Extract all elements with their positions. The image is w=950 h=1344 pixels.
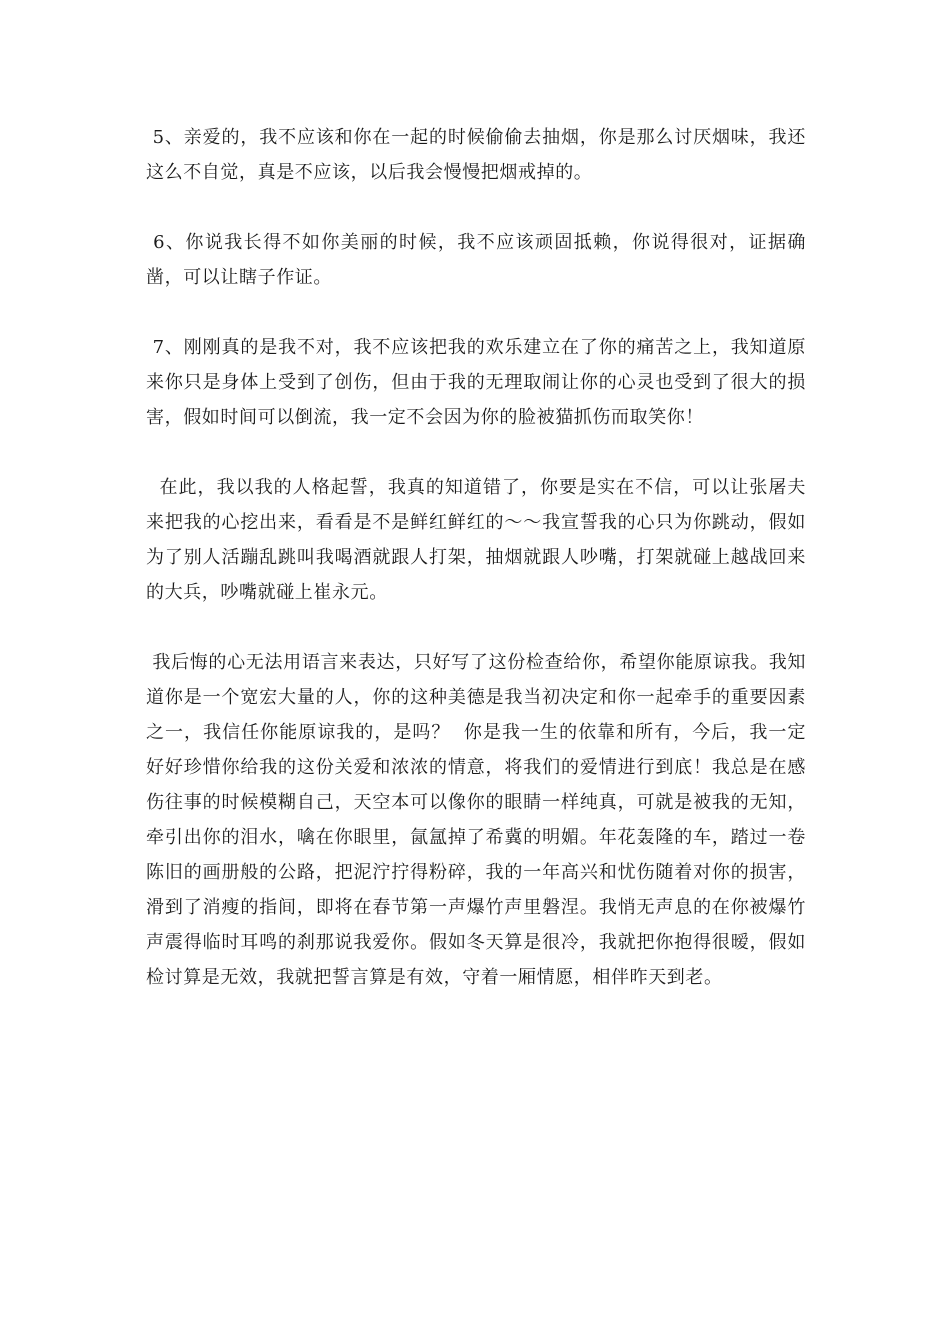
- paragraph-item-7: 7、刚刚真的是我不对，我不应该把我的欢乐建立在了你的痛苦之上，我知道原来你只是身体上受到了创伤，但由于我的无理取闹让你的心灵也受到了很大的损害，假如时间可以倒流，我一定不会因为你的脸被猫抓伤而取笑你！: [146, 337, 806, 428]
- paragraph-regret: 我后悔的心无法用语言来表达，只好写了这份检查给你，希望你能原谅我。我知道你是一个宽宏大量的人，你的这种美德是我当初决定和你一起牵手的重要因素之一，我信任你能原谅我的，是吗？ 你是我一生的依靠和所有，今后，我一定好好珍惜你给我的这份关爱和浓浓的情意，将我们的爱情进行到底！我总是在感伤往事的时候模糊自己，天空本可以像你的眼睛一样纯真，可就是被我的无知，牵引出你的泪水，噙在你眼里，氤氲掉了希冀的明媚。年花轰隆的车，踏过一卷陈旧的画册般的公路，把泥泞拧得粉碎，我的一年高兴和忧伤随着对你的损害，滑到了消瘦的指间，即将在春节第一声爆竹声里磐涅。我悄无声息的在你被爆竹声震得临时耳鸣的刹那说我爱你。假如冬天算是很冷，我就把你抱得很暧，假如检讨算是无效，我就把誓言算是有效，守着一厢情愿，相伴昨天到老。: [146, 652, 806, 988]
- document-body: [146, 120, 806, 1030]
- paragraph-item-5: 5、亲爱的，我不应该和你在一起的时候偷偷去抽烟，你是那么讨厌烟味，我还这么不自觉，真是不应该，以后我会慢慢把烟戒掉的。: [146, 127, 806, 183]
- paragraph-oath: 在此，我以我的人格起誓，我真的知道错了，你要是实在不信，可以让张屠夫来把我的心挖出来，看看是不是鲜红鲜红的～～我宣誓我的心只为你跳动，假如为了别人活蹦乱跳叫我喝酒就跟人打架，抽烟就跟人吵嘴，打架就碰上越战回来的大兵，吵嘴就碰上崔永元。: [146, 477, 806, 603]
- paragraph-item-6: 6、你说我长得不如你美丽的时候，我不应该顽固抵赖，你说得很对，证据确凿，可以让瞎子作证。: [146, 232, 806, 288]
